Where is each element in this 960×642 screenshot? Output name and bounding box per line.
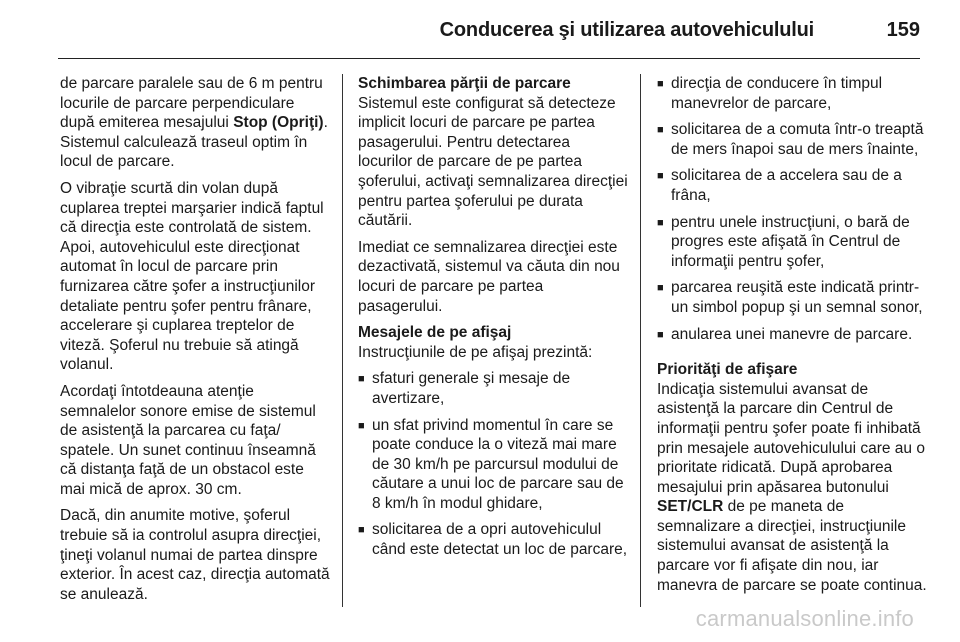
stop-label: Stop (Opriţi) xyxy=(233,114,324,132)
column-1 xyxy=(60,74,332,611)
list-item: ■ parcarea reuşită este indicată printr-un simbol popup şi un semnal sonor, xyxy=(657,279,923,316)
column-divider-2 xyxy=(640,74,641,607)
paragraph: Imediat ce semnalizarea direcţiei este dezactivată, sistemul va căuta din nou locuri de parcare pe partea pasagerului. xyxy=(358,238,620,315)
bullet-icon: ■ xyxy=(657,216,664,229)
paragraph: Acordaţi întotdeauna atenţie semnalelor sonore emise de sistemul de asistenţă la parcarea cu faţa/ spatele. Un sunet continuu înseamnă că distanţa faţă de un obstacol este mai mică de aprox. 30 cm. xyxy=(60,382,316,498)
list-item: ■ solicitarea de a comuta într-o treaptă de mers înapoi sau de mers înainte, xyxy=(657,121,924,158)
bullet-icon: ■ xyxy=(358,524,365,537)
bullet-icon: ■ xyxy=(657,124,664,137)
list-item: ■ solicitarea de a accelera sau de a frâna, xyxy=(657,167,902,204)
paragraph: de parcare paralele sau de 6 m pentru locurile de parcare perpendiculare după emiterea mesajului Stop (Opriţi). Sistemul calculează traseul optim în locul de parcare. xyxy=(60,75,328,171)
list-item: ■ sfaturi generale şi mesaje de avertizare, xyxy=(358,370,571,407)
paragraph: Sistemul este configurat să detecteze implicit locuri de parcare pe partea pasagerului. Pentru detectarea locurilor de parcare de pe partea şoferului, activaţi semnalizarea direcţiei pentru partea şoferului pe durata căutării. xyxy=(358,94,628,230)
watermark: carmanualsonline.info xyxy=(695,606,914,631)
bullet-icon: ■ xyxy=(657,282,664,295)
list-item: ■ solicitarea de a opri autovehiculul când este detectat un loc de parcare, xyxy=(358,521,628,559)
set-clr-label: SET/CLR xyxy=(657,498,724,516)
paragraph: Indicaţia sistemului avansat de asistenţă la parcare din Centrul de informaţii pentru şofer poate fi inhibată prin mesajele autovehiculului care au o prioritate ridicată. După aprobarea mesajului prin apăsarea butonului SET/CLR de pe maneta de semnalizare a direcţiei, instrucţiunile sistemului avansat de asistenţă la parcare vor fi afişate din nou, iar manevra de parcare se poate continua. xyxy=(657,380,927,594)
column-divider-1 xyxy=(342,74,343,607)
header-divider xyxy=(58,58,920,59)
bullet-icon: ■ xyxy=(657,78,664,90)
bullet-list xyxy=(657,74,929,344)
column-2 xyxy=(358,74,628,567)
bullet-icon: ■ xyxy=(358,419,365,432)
bullet-icon: ■ xyxy=(657,170,664,183)
section-heading: Mesajele de pe afişaj xyxy=(358,324,512,342)
list-item: ■ direcţia de conducere în timpul manevrelor de parcare, xyxy=(657,75,883,112)
list-item: ■ un sfat privind momentul în care se poate conduce la o viteză mai mare de 30 km/h pe parcursul modului de căutare a unui loc de parcare sau de 8 km/h în modul ghidare, xyxy=(358,416,624,512)
column-3 xyxy=(657,74,929,602)
bullet-icon: ■ xyxy=(657,328,664,341)
page-header xyxy=(0,0,960,60)
paragraph: Instrucţiunile de pe afişaj prezintă: xyxy=(358,343,593,361)
page-title: Conducerea şi utilizarea autovehiculului xyxy=(439,19,814,41)
section-heading: Schimbarea părţii de parcare xyxy=(358,75,571,92)
paragraph: Dacă, din anumite motive, şoferul trebuie să ia controlul asupra direcţiei, ţineţi volanul numai de partea dinspre exterior. În acest caz, direcţia automată se anulează. xyxy=(60,507,330,603)
paragraph: O vibraţie scurtă din volan după cuplarea treptei marşarier indică faptul că direcţia este controlată de sistem. Apoi, autovehiculul este direcţionat automat în locul de parcare prin furnizarea către şofer a instrucţiunilor detaliate pentru şofer pentru frânare, accelerare şi cuplarea treptelor de viteză. Şoferul nu trebuie să atingă volanul. xyxy=(60,179,324,374)
list-item: ■ anularea unei manevre de parcare. xyxy=(657,325,929,345)
section-heading: Priorităţi de afişare xyxy=(657,361,798,379)
bullet-icon: ■ xyxy=(358,373,365,386)
page-number: 159 xyxy=(886,19,920,41)
bullet-list xyxy=(358,369,628,559)
list-item: ■ pentru unele instrucţiuni, o bară de progres este afişată în Centrul de informaţii pentru şofer, xyxy=(657,213,910,270)
